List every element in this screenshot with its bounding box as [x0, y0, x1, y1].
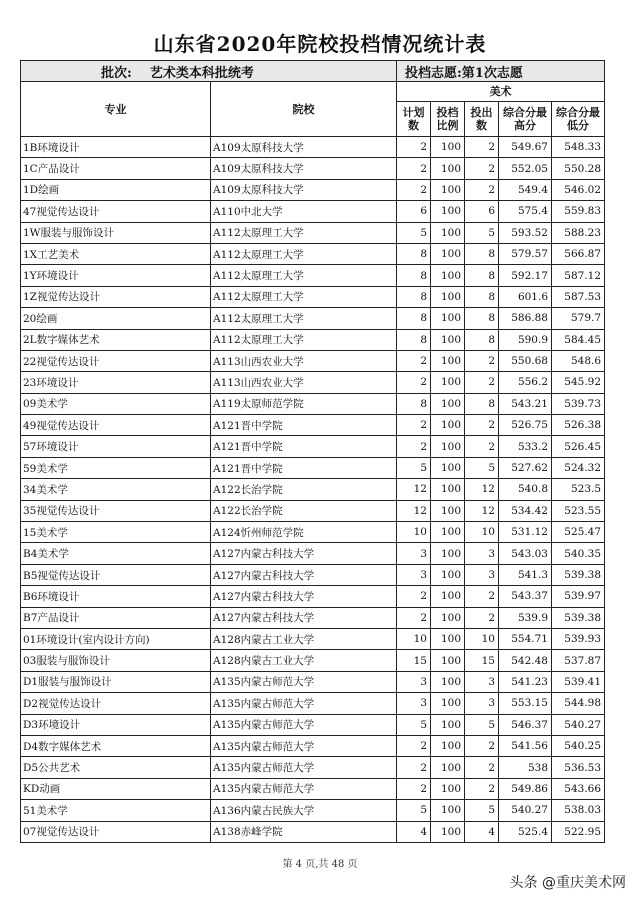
major-cell: 1B环境设计 [21, 137, 211, 158]
max-score-cell: 593.52 [499, 222, 552, 243]
max-score-cell: 590.9 [499, 329, 552, 350]
min-score-cell: 538.03 [552, 800, 605, 821]
school-cell: A135内蒙古师范大学 [211, 757, 397, 778]
min-score-cell: 523.5 [552, 479, 605, 500]
ratio-cell: 100 [431, 201, 465, 222]
table-row [21, 457, 605, 478]
table-row [21, 778, 605, 799]
ratio-cell: 100 [431, 500, 465, 521]
table-row [21, 543, 605, 564]
major-cell: B4美术学 [21, 543, 211, 564]
preference-cell: 投档志愿:第1次志愿 [397, 61, 605, 82]
ratio-cell: 100 [431, 564, 465, 585]
plan-cell: 5 [397, 714, 431, 735]
admitted-cell: 2 [465, 757, 499, 778]
ratio-cell: 100 [431, 179, 465, 200]
ratio-cell: 100 [431, 543, 465, 564]
table-row [21, 800, 605, 821]
max-score-cell: 533.2 [499, 436, 552, 457]
max-score-cell: 542.48 [499, 650, 552, 671]
max-score-cell: 550.68 [499, 350, 552, 371]
major-cell: 57环境设计 [21, 436, 211, 457]
plan-cell: 8 [397, 286, 431, 307]
admitted-cell: 2 [465, 179, 499, 200]
admitted-cell: 12 [465, 479, 499, 500]
plan-cell: 2 [397, 372, 431, 393]
school-cell: A112太原理工大学 [211, 308, 397, 329]
plan-cell: 2 [397, 735, 431, 756]
plan-cell: 2 [397, 607, 431, 628]
school-cell: A122长治学院 [211, 479, 397, 500]
header-major: 专业 [21, 82, 211, 137]
admitted-cell: 2 [465, 436, 499, 457]
min-score-cell: 537.87 [552, 650, 605, 671]
school-cell: A135内蒙古师范大学 [211, 735, 397, 756]
min-score-cell: 559.83 [552, 201, 605, 222]
major-cell: 1Z视觉传达设计 [21, 286, 211, 307]
page-footer: 第 4 页,共 48 页 [282, 859, 358, 870]
header-group: 美术 [397, 82, 605, 102]
header-row [21, 82, 605, 102]
plan-cell: 2 [397, 415, 431, 436]
school-cell: A128内蒙古工业大学 [211, 650, 397, 671]
admitted-cell: 5 [465, 714, 499, 735]
table-row [21, 329, 605, 350]
table-row [21, 158, 605, 179]
min-score-cell: 540.25 [552, 735, 605, 756]
plan-cell: 10 [397, 522, 431, 543]
plan-cell: 8 [397, 243, 431, 264]
major-cell: 1Y环境设计 [21, 265, 211, 286]
major-cell: D1服装与服饰设计 [21, 671, 211, 692]
ratio-cell: 100 [431, 800, 465, 821]
major-cell: B7产品设计 [21, 607, 211, 628]
major-cell: D3环境设计 [21, 714, 211, 735]
plan-cell: 2 [397, 350, 431, 371]
major-cell: 1X工艺美术 [21, 243, 211, 264]
ratio-cell: 100 [431, 137, 465, 158]
school-cell: A127内蒙古科技大学 [211, 543, 397, 564]
admitted-cell: 8 [465, 265, 499, 286]
table-row [21, 607, 605, 628]
school-cell: A127内蒙古科技大学 [211, 564, 397, 585]
school-cell: A112太原理工大学 [211, 222, 397, 243]
school-cell: A121晋中学院 [211, 436, 397, 457]
table-row [21, 586, 605, 607]
header-plan: 计划数 [397, 102, 431, 137]
min-score-cell: 539.97 [552, 586, 605, 607]
plan-cell: 5 [397, 457, 431, 478]
table-row [21, 286, 605, 307]
min-score-cell: 588.23 [552, 222, 605, 243]
table-row [21, 350, 605, 371]
plan-cell: 5 [397, 222, 431, 243]
min-score-cell: 548.33 [552, 137, 605, 158]
major-cell: 09美术学 [21, 393, 211, 414]
school-cell: A113山西农业大学 [211, 372, 397, 393]
table-row [21, 714, 605, 735]
plan-cell: 2 [397, 757, 431, 778]
school-cell: A119太原师范学院 [211, 393, 397, 414]
batch-label: 批次: [101, 65, 132, 81]
header-max-score: 综合分最高分 [499, 102, 552, 137]
max-score-cell: 552.05 [499, 158, 552, 179]
major-cell: 2L数字媒体艺术 [21, 329, 211, 350]
plan-cell: 8 [397, 329, 431, 350]
admitted-cell: 2 [465, 778, 499, 799]
admitted-cell: 5 [465, 800, 499, 821]
school-cell: A113山西农业大学 [211, 350, 397, 371]
ratio-cell: 100 [431, 222, 465, 243]
plan-cell: 6 [397, 201, 431, 222]
max-score-cell: 601.6 [499, 286, 552, 307]
plan-cell: 3 [397, 671, 431, 692]
major-cell: 34美术学 [21, 479, 211, 500]
admitted-cell: 8 [465, 329, 499, 350]
major-cell: 01环境设计(室内设计方向) [21, 628, 211, 649]
max-score-cell: 531.12 [499, 522, 552, 543]
max-score-cell: 592.17 [499, 265, 552, 286]
min-score-cell: 540.35 [552, 543, 605, 564]
ratio-cell: 100 [431, 821, 465, 842]
school-cell: A136内蒙古民族大学 [211, 800, 397, 821]
plan-cell: 2 [397, 137, 431, 158]
min-score-cell: 579.7 [552, 308, 605, 329]
school-cell: A109太原科技大学 [211, 137, 397, 158]
plan-cell: 12 [397, 500, 431, 521]
ratio-cell: 100 [431, 243, 465, 264]
school-cell: A109太原科技大学 [211, 158, 397, 179]
table-row [21, 222, 605, 243]
max-score-cell: 549.86 [499, 778, 552, 799]
min-score-cell: 526.38 [552, 415, 605, 436]
school-cell: A135内蒙古师范大学 [211, 671, 397, 692]
ratio-cell: 100 [431, 457, 465, 478]
table-row [21, 735, 605, 756]
ratio-cell: 100 [431, 714, 465, 735]
plan-cell: 15 [397, 650, 431, 671]
min-score-cell: 522.95 [552, 821, 605, 842]
admitted-cell: 10 [465, 522, 499, 543]
table-row [21, 372, 605, 393]
ratio-cell: 100 [431, 628, 465, 649]
max-score-cell: 549.67 [499, 137, 552, 158]
max-score-cell: 575.4 [499, 201, 552, 222]
max-score-cell: 579.57 [499, 243, 552, 264]
plan-cell: 12 [397, 479, 431, 500]
major-cell: 22视觉传达设计 [21, 350, 211, 371]
admitted-cell: 15 [465, 650, 499, 671]
admitted-cell: 2 [465, 415, 499, 436]
header-ratio: 投档比例 [431, 102, 465, 137]
admitted-cell: 8 [465, 308, 499, 329]
table-row [21, 650, 605, 671]
max-score-cell: 586.88 [499, 308, 552, 329]
batch-value: 艺术类本科批统考 [149, 65, 254, 81]
admitted-cell: 2 [465, 586, 499, 607]
watermark [510, 872, 626, 892]
table-row [21, 243, 605, 264]
admitted-cell: 2 [465, 735, 499, 756]
ratio-cell: 100 [431, 372, 465, 393]
major-cell: 1D绘画 [21, 179, 211, 200]
ratio-cell: 100 [431, 350, 465, 371]
admitted-cell: 10 [465, 628, 499, 649]
major-cell: 47视觉传达设计 [21, 201, 211, 222]
max-score-cell: 556.2 [499, 372, 552, 393]
school-cell: A121晋中学院 [211, 457, 397, 478]
min-score-cell: 524.32 [552, 457, 605, 478]
watermark-text: 头条 @重庆美术网 [509, 875, 626, 891]
header-school: 院校 [211, 82, 397, 137]
major-cell: 51美术学 [21, 800, 211, 821]
table-row [21, 821, 605, 842]
admitted-cell: 2 [465, 607, 499, 628]
ratio-cell: 100 [431, 586, 465, 607]
admitted-cell: 4 [465, 821, 499, 842]
table-body [21, 137, 605, 843]
max-score-cell: 549.4 [499, 179, 552, 200]
header-min-score: 综合分最低分 [552, 102, 605, 137]
school-cell: A112太原理工大学 [211, 329, 397, 350]
max-score-cell: 540.8 [499, 479, 552, 500]
min-score-cell: 539.38 [552, 564, 605, 585]
school-cell: A122长治学院 [211, 500, 397, 521]
table-row [21, 522, 605, 543]
batch-row [21, 61, 605, 82]
major-cell: B6环境设计 [21, 586, 211, 607]
min-score-cell: 540.27 [552, 714, 605, 735]
ratio-cell: 100 [431, 479, 465, 500]
ratio-cell: 100 [431, 522, 465, 543]
max-score-cell: 534.42 [499, 500, 552, 521]
table-row [21, 671, 605, 692]
school-cell: A124忻州师范学院 [211, 522, 397, 543]
ratio-cell: 100 [431, 286, 465, 307]
school-cell: A110中北大学 [211, 201, 397, 222]
page-title: 山东省2020年院校投档情况统计表 [153, 32, 487, 56]
ratio-cell: 100 [431, 265, 465, 286]
min-score-cell: 523.55 [552, 500, 605, 521]
plan-cell: 8 [397, 265, 431, 286]
school-cell: A127内蒙古科技大学 [211, 586, 397, 607]
ratio-cell: 100 [431, 393, 465, 414]
ratio-cell: 100 [431, 436, 465, 457]
max-score-cell: 541.56 [499, 735, 552, 756]
plan-cell: 3 [397, 564, 431, 585]
table-row [21, 757, 605, 778]
table-row [21, 693, 605, 714]
school-cell: A112太原理工大学 [211, 243, 397, 264]
school-cell: A127内蒙古科技大学 [211, 607, 397, 628]
major-cell: D5公共艺术 [21, 757, 211, 778]
max-score-cell: 540.27 [499, 800, 552, 821]
school-cell: A109太原科技大学 [211, 179, 397, 200]
max-score-cell: 546.37 [499, 714, 552, 735]
major-cell: 23环境设计 [21, 372, 211, 393]
admitted-cell: 5 [465, 457, 499, 478]
min-score-cell: 539.41 [552, 671, 605, 692]
school-cell: A135内蒙古师范大学 [211, 714, 397, 735]
max-score-cell: 543.03 [499, 543, 552, 564]
min-score-cell: 543.66 [552, 778, 605, 799]
min-score-cell: 587.12 [552, 265, 605, 286]
header-admitted: 投出数 [465, 102, 499, 137]
table-row [21, 393, 605, 414]
ratio-cell: 100 [431, 671, 465, 692]
ratio-cell: 100 [431, 757, 465, 778]
min-score-cell: 587.53 [552, 286, 605, 307]
ratio-cell: 100 [431, 693, 465, 714]
major-cell: D2视觉传达设计 [21, 693, 211, 714]
major-cell: 49视觉传达设计 [21, 415, 211, 436]
admitted-cell: 8 [465, 243, 499, 264]
plan-cell: 8 [397, 308, 431, 329]
min-score-cell: 536.53 [552, 757, 605, 778]
min-score-cell: 548.6 [552, 350, 605, 371]
admitted-cell: 2 [465, 372, 499, 393]
school-cell: A128内蒙古工业大学 [211, 628, 397, 649]
min-score-cell: 584.45 [552, 329, 605, 350]
school-cell: A135内蒙古师范大学 [211, 778, 397, 799]
plan-cell: 5 [397, 800, 431, 821]
table-row [21, 179, 605, 200]
min-score-cell: 539.93 [552, 628, 605, 649]
major-cell: KD动画 [21, 778, 211, 799]
plan-cell: 2 [397, 778, 431, 799]
ratio-cell: 100 [431, 415, 465, 436]
major-cell: 1C产品设计 [21, 158, 211, 179]
admitted-cell: 3 [465, 671, 499, 692]
max-score-cell: 527.62 [499, 457, 552, 478]
admitted-cell: 2 [465, 350, 499, 371]
ratio-cell: 100 [431, 607, 465, 628]
major-cell: 35视觉传达设计 [21, 500, 211, 521]
table-row [21, 479, 605, 500]
admitted-cell: 2 [465, 158, 499, 179]
major-cell: B5视觉传达设计 [21, 564, 211, 585]
admitted-cell: 5 [465, 222, 499, 243]
school-cell: A138赤峰学院 [211, 821, 397, 842]
table-row [21, 500, 605, 521]
school-cell: A135内蒙古师范大学 [211, 693, 397, 714]
plan-cell: 3 [397, 693, 431, 714]
admitted-cell: 8 [465, 393, 499, 414]
major-cell: D4数字媒体艺术 [21, 735, 211, 756]
ratio-cell: 100 [431, 650, 465, 671]
ratio-cell: 100 [431, 329, 465, 350]
admitted-cell: 2 [465, 137, 499, 158]
plan-cell: 2 [397, 586, 431, 607]
max-score-cell: 541.3 [499, 564, 552, 585]
admitted-cell: 3 [465, 564, 499, 585]
ratio-cell: 100 [431, 158, 465, 179]
max-score-cell: 526.75 [499, 415, 552, 436]
school-cell: A112太原理工大学 [211, 286, 397, 307]
table-row [21, 415, 605, 436]
table-row [21, 137, 605, 158]
admitted-cell: 8 [465, 286, 499, 307]
batch-cell [21, 61, 397, 82]
min-score-cell: 539.38 [552, 607, 605, 628]
major-cell: 20绘画 [21, 308, 211, 329]
table-row [21, 564, 605, 585]
major-cell: 59美术学 [21, 457, 211, 478]
major-cell: 15美术学 [21, 522, 211, 543]
ratio-cell: 100 [431, 778, 465, 799]
plan-cell: 2 [397, 158, 431, 179]
max-score-cell: 554.71 [499, 628, 552, 649]
table-row [21, 308, 605, 329]
max-score-cell: 539.9 [499, 607, 552, 628]
admitted-cell: 6 [465, 201, 499, 222]
min-score-cell: 566.87 [552, 243, 605, 264]
min-score-cell: 546.02 [552, 179, 605, 200]
admitted-cell: 3 [465, 543, 499, 564]
admitted-cell: 12 [465, 500, 499, 521]
table-row [21, 265, 605, 286]
plan-cell: 10 [397, 628, 431, 649]
admitted-cell: 3 [465, 693, 499, 714]
admission-table [20, 60, 605, 843]
plan-cell: 2 [397, 436, 431, 457]
table-row [21, 628, 605, 649]
max-score-cell: 541.23 [499, 671, 552, 692]
min-score-cell: 550.28 [552, 158, 605, 179]
plan-cell: 2 [397, 179, 431, 200]
table-row [21, 201, 605, 222]
min-score-cell: 544.98 [552, 693, 605, 714]
plan-cell: 3 [397, 543, 431, 564]
max-score-cell: 538 [499, 757, 552, 778]
school-cell: A121晋中学院 [211, 415, 397, 436]
plan-cell: 8 [397, 393, 431, 414]
max-score-cell: 553.15 [499, 693, 552, 714]
min-score-cell: 526.45 [552, 436, 605, 457]
major-cell: 03服装与服饰设计 [21, 650, 211, 671]
min-score-cell: 545.92 [552, 372, 605, 393]
major-cell: 1W服装与服饰设计 [21, 222, 211, 243]
major-cell: 07视觉传达设计 [21, 821, 211, 842]
table-row [21, 436, 605, 457]
max-score-cell: 525.4 [499, 821, 552, 842]
school-cell: A112太原理工大学 [211, 265, 397, 286]
min-score-cell: 539.73 [552, 393, 605, 414]
min-score-cell: 525.47 [552, 522, 605, 543]
max-score-cell: 543.37 [499, 586, 552, 607]
max-score-cell: 543.21 [499, 393, 552, 414]
plan-cell: 4 [397, 821, 431, 842]
ratio-cell: 100 [431, 735, 465, 756]
ratio-cell: 100 [431, 308, 465, 329]
